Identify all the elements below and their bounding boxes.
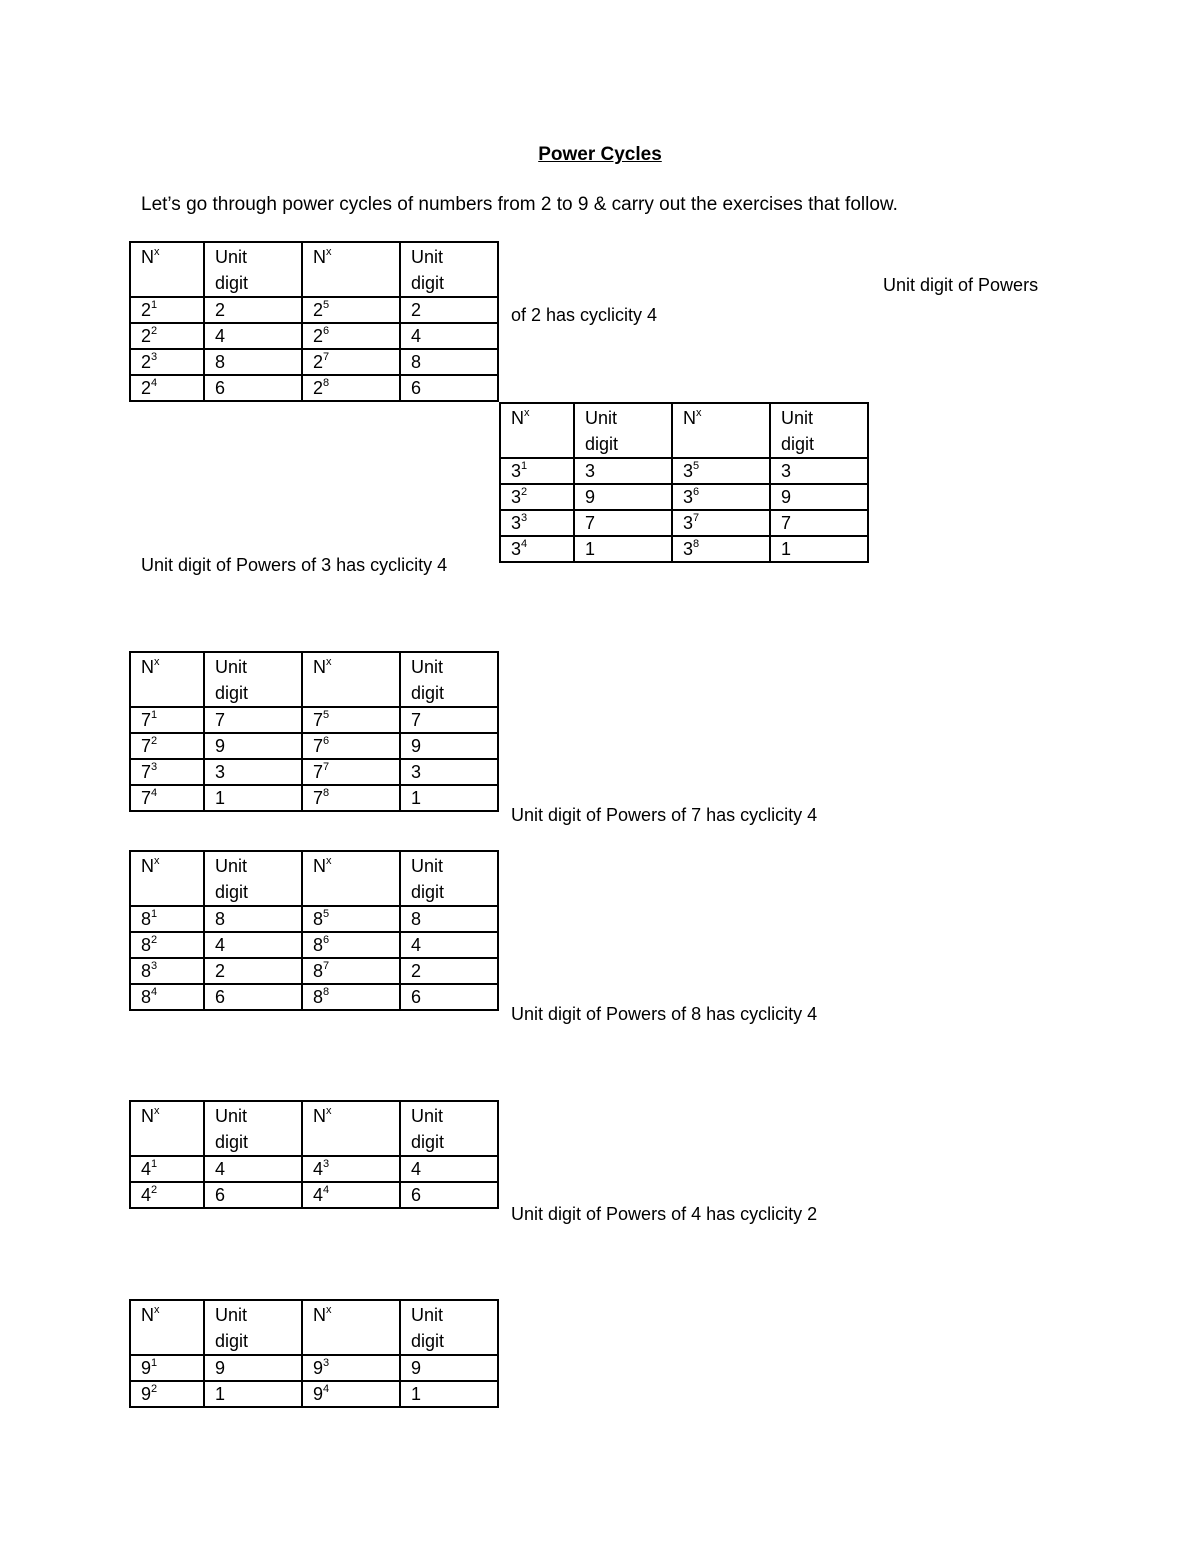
unit-digit-cell: 6 [400, 984, 498, 1010]
unit-digit-cell: 4 [204, 1156, 302, 1182]
header-unit-digit-cell: Unit digit [204, 242, 302, 297]
unit-digit-cell: 6 [400, 375, 498, 401]
unit-digit-cell: 7 [204, 707, 302, 733]
unit-digit-cell: 8 [204, 349, 302, 375]
unit-digit-cell: 4 [204, 932, 302, 958]
table-header-row [130, 1101, 498, 1156]
power-cell: $7^8$ [302, 785, 400, 811]
power-cell: $8^3$ [130, 958, 204, 984]
power-cell: $2^3$ [130, 349, 204, 375]
power-cell: $7^2$ [130, 733, 204, 759]
unit-digit-cell: 1 [204, 785, 302, 811]
unit-digit-cell: 2 [400, 958, 498, 984]
power-cell: $8^4$ [130, 984, 204, 1010]
header-n-cell: $N^x$ [302, 652, 400, 707]
power-table-4 [129, 1100, 499, 1209]
power-table-2 [129, 241, 499, 402]
unit-digit-cell: 9 [574, 484, 672, 510]
unit-digit-cell: 4 [400, 323, 498, 349]
unit-digit-cell: 1 [574, 536, 672, 562]
header-unit-digit-cell: Unit digit [204, 1300, 302, 1355]
table-row [130, 1182, 498, 1208]
power-cell: $3^7$ [672, 510, 770, 536]
cyclicity-note-2-line1: Unit digit of Powers [883, 275, 1039, 295]
power-cell: $9^1$ [130, 1355, 204, 1381]
table-row [130, 297, 498, 323]
power-cell: $7^4$ [130, 785, 204, 811]
header-n-cell: $N^x$ [130, 1101, 204, 1156]
unit-digit-cell: 3 [770, 458, 868, 484]
power-table-8 [129, 850, 499, 1011]
header-unit-digit-cell: Unit digit [204, 851, 302, 906]
unit-digit-cell: 2 [400, 297, 498, 323]
unit-digit-cell: 6 [204, 1182, 302, 1208]
table-row [130, 707, 498, 733]
power-cell: $4^2$ [130, 1182, 204, 1208]
header-unit-digit-cell: Unit digit [204, 652, 302, 707]
unit-digit-cell: 1 [204, 1381, 302, 1407]
table-header-row [130, 1300, 498, 1355]
table-row [500, 510, 868, 536]
power-cell: $8^8$ [302, 984, 400, 1010]
unit-digit-cell: 3 [574, 458, 672, 484]
header-unit-digit-cell: Unit digit [400, 1101, 498, 1156]
unit-digit-cell: 6 [204, 375, 302, 401]
power-cell: $2^7$ [302, 349, 400, 375]
unit-digit-cell: 3 [204, 759, 302, 785]
table-row [130, 759, 498, 785]
cyclicity-note-4: Unit digit of Powers of 4 has cyclicity 2 [511, 1204, 818, 1224]
unit-digit-cell: 4 [204, 323, 302, 349]
unit-digit-cell: 6 [204, 984, 302, 1010]
page-title: Power Cycles [538, 144, 662, 165]
power-cell: $8^7$ [302, 958, 400, 984]
unit-digit-cell: 9 [204, 733, 302, 759]
unit-digit-cell: 4 [400, 1156, 498, 1182]
header-unit-digit-cell: Unit digit [204, 1101, 302, 1156]
table-row [130, 375, 498, 401]
table-row [130, 1156, 498, 1182]
unit-digit-cell: 4 [400, 932, 498, 958]
power-cell: $3^8$ [672, 536, 770, 562]
unit-digit-cell: 2 [204, 958, 302, 984]
unit-digit-cell: 7 [770, 510, 868, 536]
power-cell: $3^1$ [500, 458, 574, 484]
power-cell: $2^2$ [130, 323, 204, 349]
power-cell: $2^6$ [302, 323, 400, 349]
unit-digit-cell: 6 [400, 1182, 498, 1208]
power-cell: $2^1$ [130, 297, 204, 323]
power-cell: $9^2$ [130, 1381, 204, 1407]
header-unit-digit-cell: Unit digit [770, 403, 868, 458]
unit-digit-cell: 2 [204, 297, 302, 323]
unit-digit-cell: 1 [770, 536, 868, 562]
header-n-cell: $N^x$ [672, 403, 770, 458]
power-cell: $3^3$ [500, 510, 574, 536]
table-header-row [130, 851, 498, 906]
power-table-9 [129, 1299, 499, 1408]
table-header-row [130, 652, 498, 707]
header-n-cell: $N^x$ [130, 851, 204, 906]
cyclicity-note-2-line2: of 2 has cyclicity 4 [511, 305, 658, 325]
unit-digit-cell: 8 [400, 906, 498, 932]
table-row [130, 1381, 498, 1407]
power-cell: $3^5$ [672, 458, 770, 484]
unit-digit-cell: 9 [770, 484, 868, 510]
power-cell: $2^4$ [130, 375, 204, 401]
header-unit-digit-cell: Unit digit [400, 1300, 498, 1355]
header-n-cell: $N^x$ [302, 851, 400, 906]
cyclicity-note-8: Unit digit of Powers of 8 has cyclicity 4 [511, 1004, 818, 1024]
header-n-cell: $N^x$ [130, 1300, 204, 1355]
power-cell: $7^1$ [130, 707, 204, 733]
cyclicity-note-3: Unit digit of Powers of 3 has cyclicity 4 [141, 555, 448, 575]
power-cell: $8^5$ [302, 906, 400, 932]
intro-text: Let’s go through power cycles of numbers from 2 to 9 & carry out the exercises that follow. [141, 194, 898, 215]
table-row [130, 349, 498, 375]
unit-digit-cell: 8 [204, 906, 302, 932]
power-table-3 [499, 402, 869, 563]
power-cell: $7^5$ [302, 707, 400, 733]
table-row [130, 1355, 498, 1381]
table-row [130, 958, 498, 984]
unit-digit-cell: 9 [400, 733, 498, 759]
table-row [130, 984, 498, 1010]
header-unit-digit-cell: Unit digit [400, 242, 498, 297]
unit-digit-cell: 3 [400, 759, 498, 785]
power-cell: $8^2$ [130, 932, 204, 958]
power-cell: $4^4$ [302, 1182, 400, 1208]
header-n-cell: $N^x$ [302, 1300, 400, 1355]
unit-digit-cell: 8 [400, 349, 498, 375]
power-cell: $4^3$ [302, 1156, 400, 1182]
power-cell: $4^1$ [130, 1156, 204, 1182]
power-cell: $7^3$ [130, 759, 204, 785]
power-cell: $3^2$ [500, 484, 574, 510]
header-n-cell: $N^x$ [500, 403, 574, 458]
header-unit-digit-cell: Unit digit [400, 851, 498, 906]
header-n-cell: $N^x$ [302, 242, 400, 297]
unit-digit-cell: 7 [574, 510, 672, 536]
power-cell: $7^7$ [302, 759, 400, 785]
unit-digit-cell: 7 [400, 707, 498, 733]
table-row [130, 323, 498, 349]
table-row [500, 458, 868, 484]
header-n-cell: $N^x$ [130, 652, 204, 707]
table-row [130, 932, 498, 958]
power-cell: $2^8$ [302, 375, 400, 401]
power-cell: $9^4$ [302, 1381, 400, 1407]
power-cell: $9^3$ [302, 1355, 400, 1381]
power-cell: $7^6$ [302, 733, 400, 759]
power-cell: $8^6$ [302, 932, 400, 958]
unit-digit-cell: 9 [204, 1355, 302, 1381]
header-unit-digit-cell: Unit digit [574, 403, 672, 458]
power-cell: $3^6$ [672, 484, 770, 510]
table-row [500, 484, 868, 510]
header-n-cell: $N^x$ [130, 242, 204, 297]
power-cell: $2^5$ [302, 297, 400, 323]
table-header-row [500, 403, 868, 458]
unit-digit-cell: 1 [400, 1381, 498, 1407]
table-row [130, 906, 498, 932]
table-header-row [130, 242, 498, 297]
power-cell: $8^1$ [130, 906, 204, 932]
table-row [500, 536, 868, 562]
unit-digit-cell: 1 [400, 785, 498, 811]
power-table-7 [129, 651, 499, 812]
table-row [130, 785, 498, 811]
header-unit-digit-cell: Unit digit [400, 652, 498, 707]
table-row [130, 733, 498, 759]
power-cell: $3^4$ [500, 536, 574, 562]
unit-digit-cell: 9 [400, 1355, 498, 1381]
header-n-cell: $N^x$ [302, 1101, 400, 1156]
cyclicity-note-7: Unit digit of Powers of 7 has cyclicity 4 [511, 805, 818, 825]
